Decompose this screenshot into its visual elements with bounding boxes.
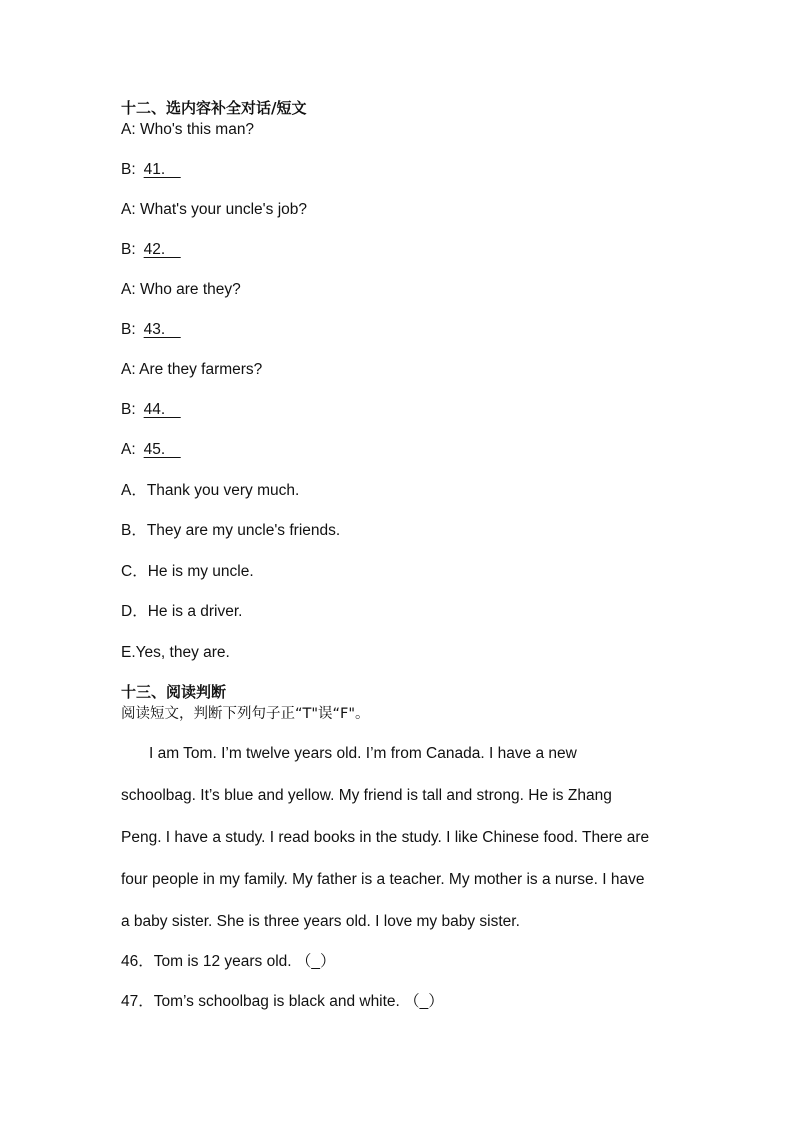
dialogue-line-1	[121, 120, 254, 140]
question-47: 47．Tom’s schoolbag is black and white. （_）	[121, 993, 444, 1010]
option-e: E.Yes, they are.	[121, 644, 230, 661]
speaker: A:	[121, 361, 136, 378]
dialogue-line-5	[121, 280, 241, 300]
dialogue-line-3	[121, 200, 307, 220]
dialogue-text: Who are they?	[139, 281, 241, 298]
speaker: A:	[121, 121, 136, 138]
option-c: C．He is my uncle.	[121, 563, 254, 580]
answer-blank-41[interactable]: 41.	[143, 161, 181, 178]
option-b: B．They are my uncle's friends.	[121, 522, 341, 539]
dialogue-text: What's your uncle's job?	[139, 201, 307, 218]
passage-line-2: schoolbag. It’s blue and yellow. My friend is tall and strong. He is Zhang	[121, 787, 612, 804]
speaker: B:	[121, 241, 136, 258]
passage-line-5: a baby sister. She is three years old. I love my baby sister.	[121, 913, 520, 930]
section-13-instruction: 阅读短文，判断下列句子正“T"误“F"。	[121, 706, 370, 722]
speaker: A:	[121, 281, 136, 298]
dialogue-line-9	[121, 440, 181, 460]
answer-blank-42[interactable]: 42.	[143, 241, 181, 258]
option-a: A．Thank you very much.	[121, 482, 300, 499]
dialogue-line-6	[121, 320, 181, 340]
section-12-title: 十二、选内容补全对话/短文	[121, 99, 307, 117]
passage-line-4: four people in my family. My father is a teacher. My mother is a nurse. I have	[121, 871, 645, 888]
dialogue-text: Who's this man?	[139, 121, 255, 138]
answer-blank-44[interactable]: 44.	[143, 401, 181, 418]
answer-blank-43[interactable]: 43.	[143, 321, 181, 338]
speaker: B:	[121, 401, 136, 418]
answer-blank-45[interactable]: 45.	[143, 441, 181, 458]
dialogue-line-7	[121, 360, 262, 380]
speaker: A:	[121, 441, 136, 458]
speaker: B:	[121, 321, 136, 338]
passage-line-1: I am Tom. I’m twelve years old. I’m from Canada. I have a new	[149, 745, 577, 762]
question-46: 46．Tom is 12 years old. （_）	[121, 953, 336, 970]
passage-line-3: Peng. I have a study. I read books in the study. I like Chinese food. There are	[121, 829, 650, 846]
dialogue-line-8	[121, 400, 181, 420]
dialogue-line-2	[121, 160, 181, 180]
dialogue-line-4	[121, 240, 181, 260]
speaker: A:	[121, 201, 136, 218]
section-13-title: 十三、阅读判断	[121, 683, 227, 701]
option-d: D．He is a driver.	[121, 603, 243, 620]
speaker: B:	[121, 161, 136, 178]
dialogue-text: Are they farmers?	[139, 361, 263, 378]
